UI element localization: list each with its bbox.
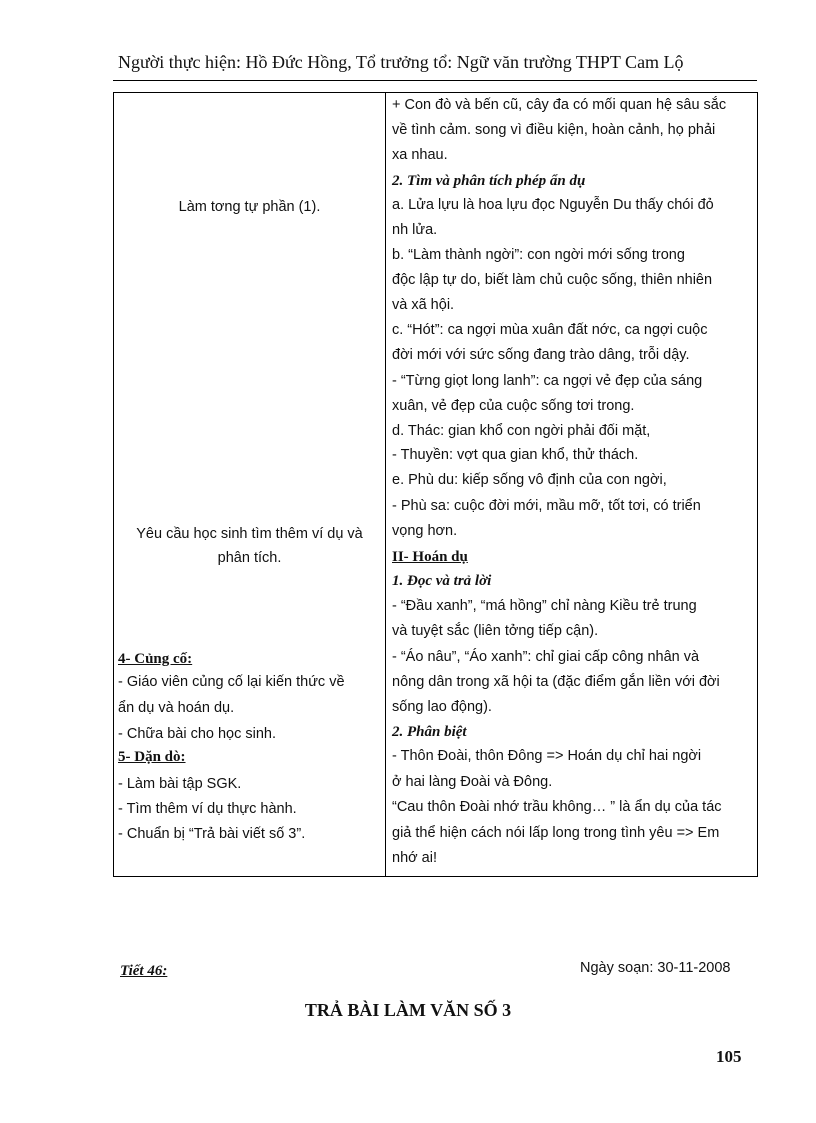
content-line: và tuyệt sắc (liên tởng tiếp cận). <box>392 623 599 639</box>
content-line: ở hai làng Đoài và Đông. <box>392 774 553 790</box>
content-line: độc lập tự do, biết làm chủ cuộc sống, thiên nhiên <box>392 272 713 288</box>
preparation-date: Ngày soạn: 30-11-2008 <box>580 960 731 976</box>
left-line: Làm tơng tự phần (1). <box>178 199 321 215</box>
lesson-title: TRẢ BÀI LÀM VĂN SỐ 3 <box>304 1000 512 1020</box>
content-line: - Thuyền: vợt qua gian khổ, thử thách. <box>392 447 639 463</box>
content-line: - “Từng giọt long lanh”: ca ngợi vẻ đẹp của sáng <box>392 373 703 389</box>
left-line: phân tích. <box>217 550 282 566</box>
teacher-activity-column <box>114 93 386 877</box>
content-line: - “Đầu xanh”, “má hồng” chỉ nàng Kiều trẻ trung <box>392 598 697 614</box>
content-line: và xã hội. <box>392 297 455 313</box>
lesson-table <box>113 92 758 877</box>
content-line: - “Áo nâu”, “Áo xanh”: chỉ giai cấp công nhân và <box>392 649 700 665</box>
content-column <box>386 93 758 877</box>
left-line: ẩn dụ và hoán dụ. <box>118 700 235 716</box>
content-line: a. Lửa lựu là hoa lựu đọc Nguyễn Du thấy chói đỏ <box>392 197 714 213</box>
content-line: + Con đò và bến cũ, cây đa có mối quan hệ sâu sắc <box>392 97 727 113</box>
section-heading-dan-do: 5- Dặn dò: <box>118 749 186 765</box>
content-line: c. “Hót”: ca ngợi mùa xuân đất nớc, ca ngợi cuộc <box>392 322 708 338</box>
left-line: - Giáo viên củng cố lại kiến thức về <box>118 674 345 690</box>
content-line: về tình cảm. song vì điều kiện, hoàn cảnh, họ phải <box>392 122 716 138</box>
content-line: d. Thác: gian khổ con ngời phải đối mặt, <box>392 423 651 439</box>
page-header: Người thực hiện: Hồ Đức Hồng, Tổ trưởng tổ: Ngữ văn trường THPT Cam Lộ <box>118 52 684 72</box>
page-number: 105 <box>716 1047 742 1066</box>
content-heading: 2. Tìm và phân tích phép ẩn dụ <box>392 173 586 189</box>
left-line: - Tìm thêm ví dụ thực hành. <box>118 801 297 817</box>
section-heading-cung-co: 4- Củng cố: <box>118 651 193 667</box>
header-divider <box>113 80 757 81</box>
left-line: - Chữa bài cho học sinh. <box>118 726 277 742</box>
content-line: giả thể hiện cách nói lấp long trong tình yêu => Em <box>392 825 720 841</box>
content-line: sống lao động). <box>392 699 492 715</box>
content-line: - Thôn Đoài, thôn Đông => Hoán dụ chỉ hai ngời <box>392 748 702 764</box>
left-line: Yêu cầu học sinh tìm thêm ví dụ và <box>136 526 363 542</box>
content-line: “Cau thôn Đoài nhớ trầu không… ” là ẩn dụ của tác <box>392 799 722 815</box>
content-line: đời mới với sức sống đang trào dâng, trỗi dậy. <box>392 347 690 363</box>
left-line: - Làm bài tập SGK. <box>118 776 242 792</box>
content-line: xa nhau. <box>392 147 448 163</box>
content-line: nông dân trong xã hội ta (đặc điểm gắn liền với đời <box>392 674 720 690</box>
content-heading: 1. Đọc và trả lời <box>392 573 492 589</box>
content-line: vọng hơn. <box>392 523 458 539</box>
section-heading-hoan-du: II- Hoán dụ <box>392 549 468 565</box>
lesson-number: Tiết 46: <box>120 963 168 979</box>
left-line: - Chuẩn bị “Trả bài viết số 3”. <box>118 826 306 842</box>
content-line: b. “Làm thành ngời”: con ngời mới sống trong <box>392 247 685 263</box>
content-line: e. Phù du: kiếp sống vô định của con ngời, <box>392 472 667 488</box>
content-line: xuân, vẻ đẹp của cuộc sống tơi trong. <box>392 398 635 414</box>
content-line: - Phù sa: cuộc đời mới, mầu mỡ, tốt tơi, có triển <box>392 498 701 514</box>
content-heading: 2. Phân biệt <box>392 724 467 740</box>
content-line: nh lửa. <box>392 222 438 238</box>
content-line: nhớ ai! <box>392 850 437 866</box>
